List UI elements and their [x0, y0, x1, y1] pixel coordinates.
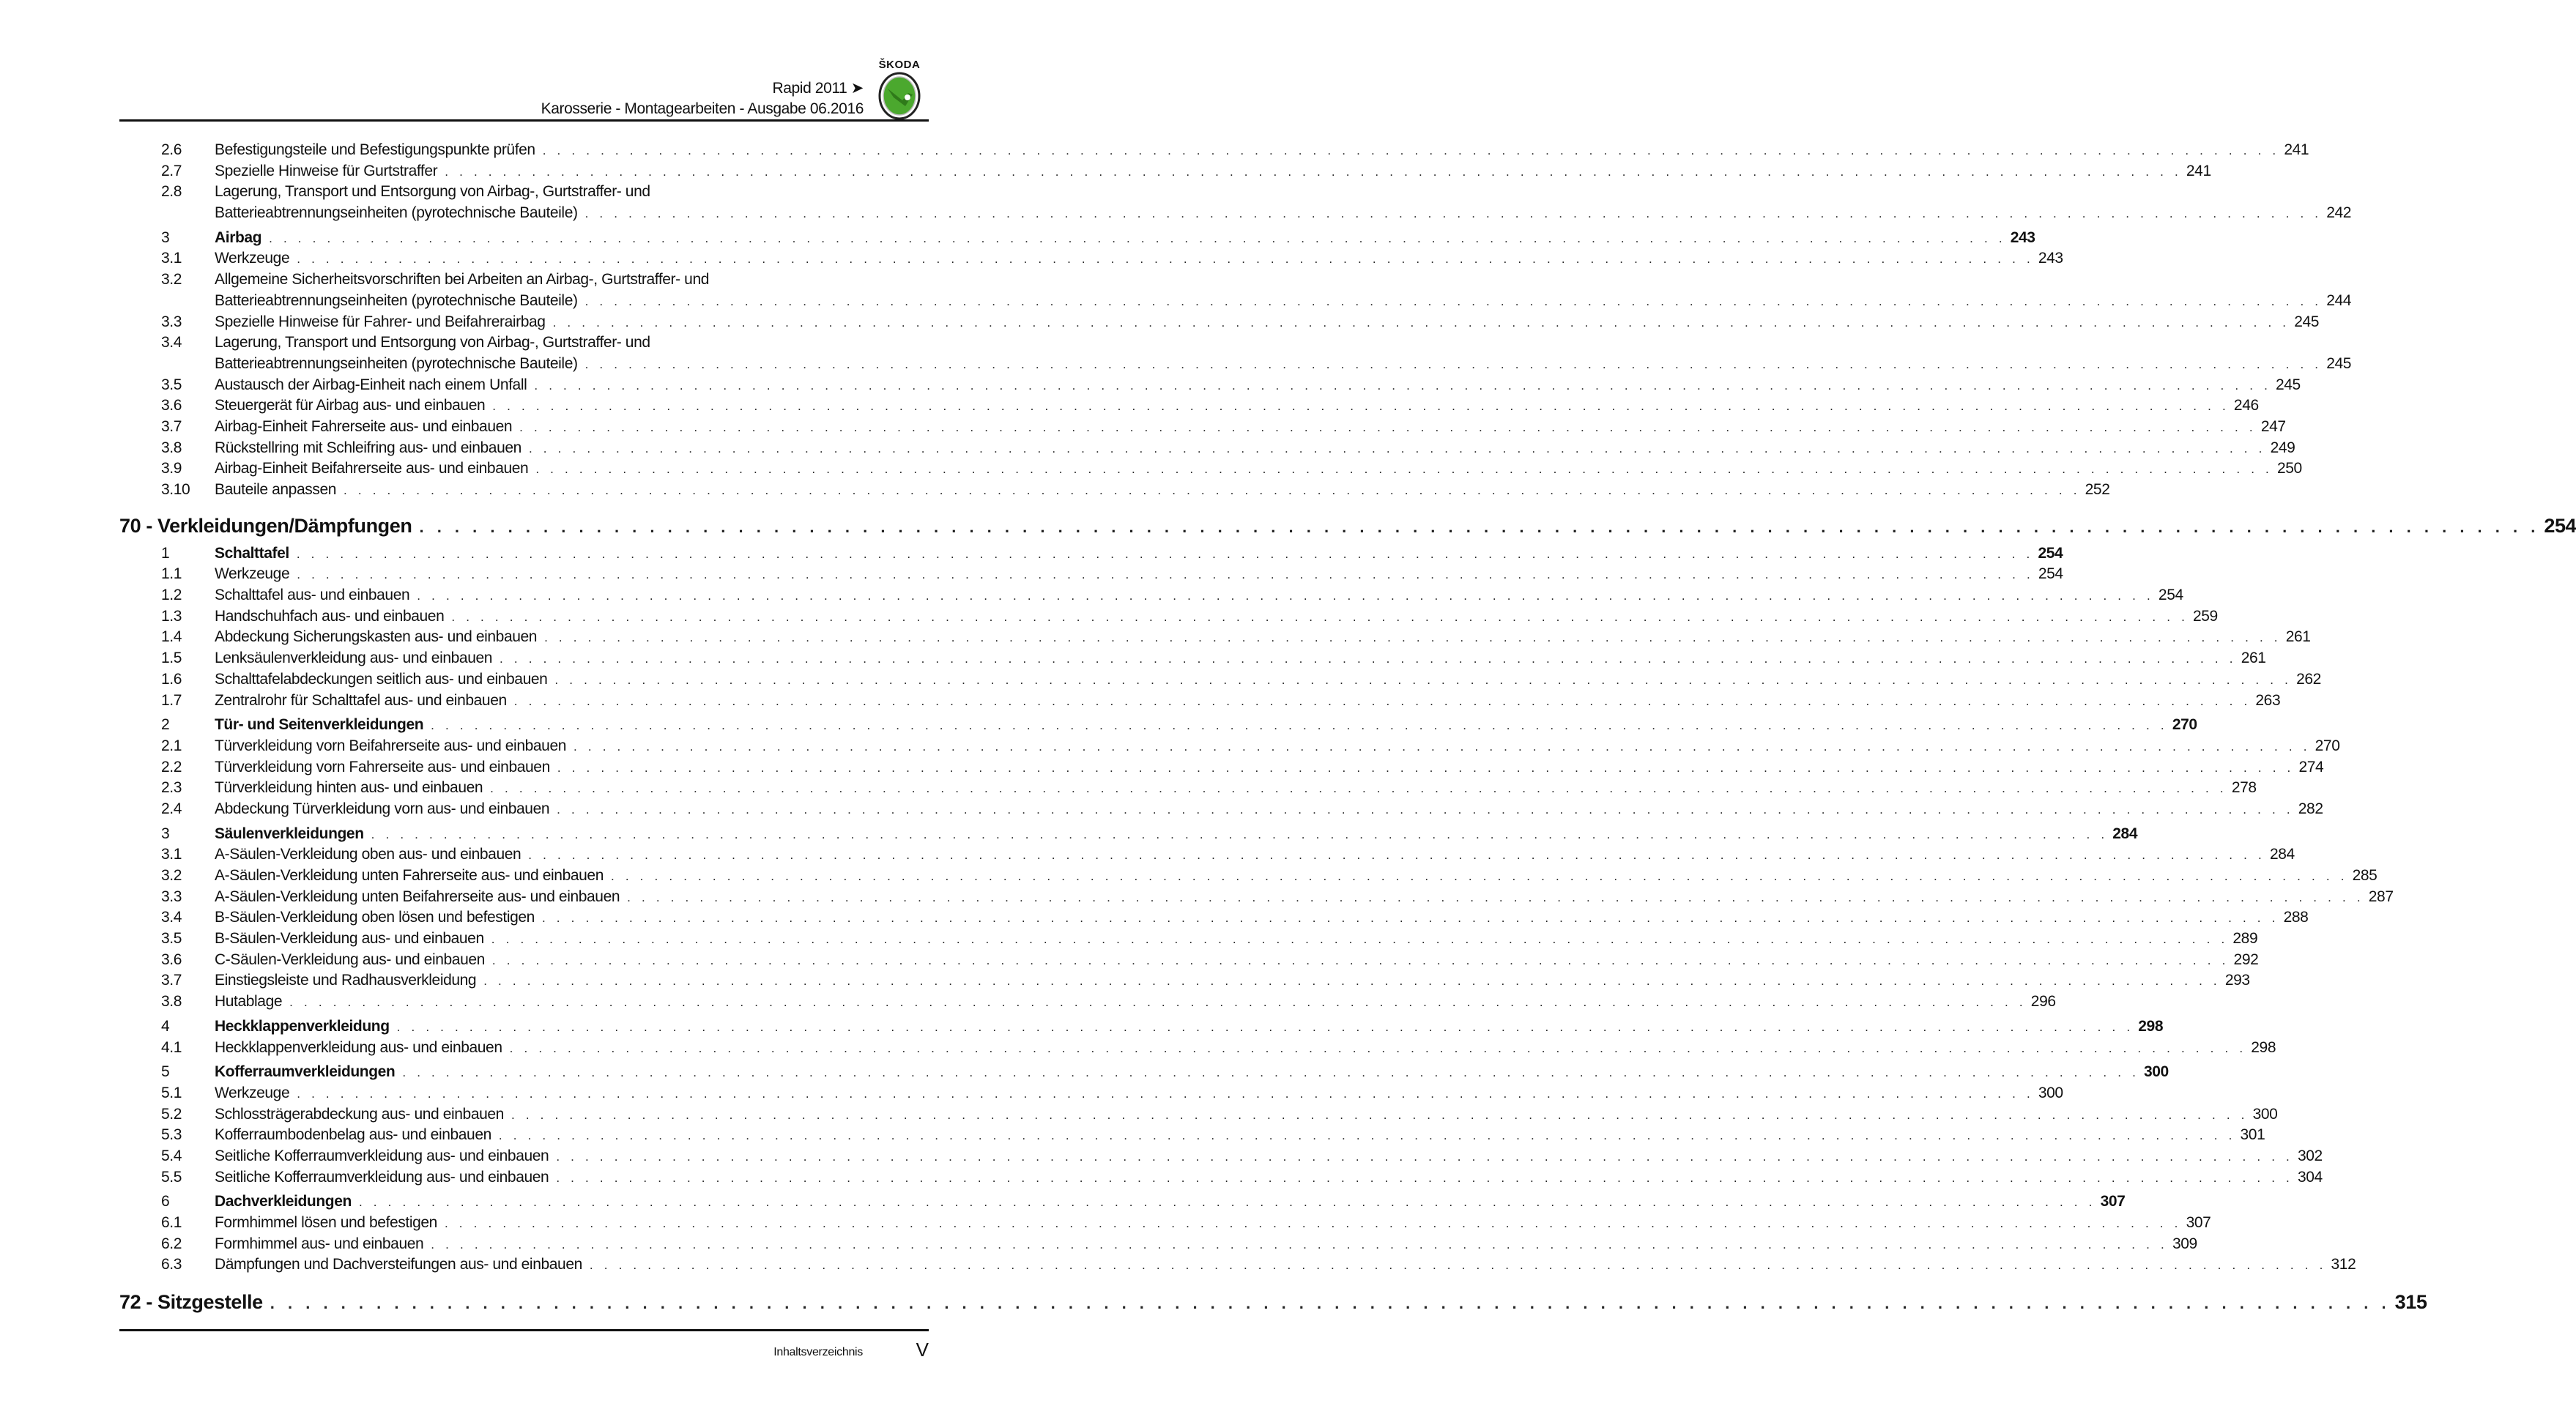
entry-page: 244	[2326, 291, 2352, 309]
entry-page: 285	[2352, 867, 2378, 884]
entry-number: 3.7	[161, 417, 182, 435]
toc-entry-sub[interactable]	[119, 1105, 2278, 1127]
entry-number: 2.1	[161, 737, 182, 754]
entry-page: 293	[2224, 972, 2250, 989]
entry-number: 2.6	[161, 141, 182, 158]
entry-number: 4	[161, 1017, 170, 1035]
entry-number: 3.8	[161, 439, 182, 456]
entry-page: 307	[2186, 1214, 2211, 1231]
entry-page: 300	[2038, 1084, 2063, 1101]
entry-page: 254	[2038, 544, 2063, 562]
entry-title: Türverkleidung hinten aus- und einbauen	[215, 779, 483, 797]
entry-title: Einstiegsleiste und Radhausverkleidung	[215, 972, 477, 989]
dot-leader: . . . . . . . . . . . . . . . . . . . . . . . . . . . . . . . . . . . . . . . . . . . . . . . . . . . . . . . . . . . . . . . . . . . . . . . . . . . . . . . . . . . . . . . . . . . . . . . . . . . . . . . . . . . . . . . . . . . . . . . .	[627, 890, 2364, 904]
toc-entry-section[interactable]	[119, 716, 2197, 737]
entry-title: Allgemeine Sicherheitsvorschriften bei Arbeiten an Airbag-, Gurtstraffer- und	[215, 271, 710, 289]
dot-leader: . . . . . . . . . . . . . . . . . . . . . . . . . . . . . . . . . . . . . . . . . . . . . . . . . . . . . . . . . . . . . . . . . . . . . . . . . . . . . . . . . . . . . . . . . . . . . . . . . . . . . . . . . . . . . . . . . . . . . . . .	[451, 609, 2189, 624]
toc-entry-sub[interactable]	[119, 607, 2218, 629]
entry-page: 289	[2232, 930, 2258, 948]
dot-leader: . . . . . . . . . . . . . . . . . . . . . . . . . . . . . . . . . . . . . . . . . . . . . . . . . . . . . . . . . . . . . . . . . . . . . . . . . . . . . . . . . . . . . . . . . . . . . . . . . . . . . . . . . . . . . . . . . . . . . . . .	[445, 164, 2182, 179]
toc-entry-sub[interactable]	[119, 650, 2266, 671]
dot-leader: . . . . . . . . . . . . . . . . . . . . . . . . . . . . . . . . . . . . . . . . . . . . . . . . . . . . . . . . . . . . . . . . . . . . . . . . . . . . . . . . . . . . . . . . . . . . . . . . . . . . . . . . . . . . . . . . . . . . . . . .	[491, 953, 2230, 967]
entry-title: Tür- und Seitenverkleidungen	[215, 716, 424, 734]
entry-page: 254	[2158, 587, 2183, 604]
header-model	[772, 79, 864, 97]
entry-page: 298	[2138, 1017, 2164, 1035]
toc-entry-sub[interactable]	[119, 141, 2309, 163]
toc-entry-sub[interactable]	[119, 1084, 2063, 1106]
toc-entry-sub[interactable]	[119, 800, 2323, 822]
toc-entry-sub[interactable]	[119, 1168, 2323, 1190]
toc-entry-sub[interactable]	[119, 1256, 2356, 1277]
entry-page: 270	[2172, 716, 2197, 734]
entry-title: Säulenverkleidungen	[215, 825, 364, 842]
footer-divider	[119, 1329, 929, 1331]
entry-number: 3.9	[161, 460, 182, 477]
entry-page: 241	[2284, 141, 2309, 158]
toc-entry-sub[interactable]	[119, 691, 2281, 713]
toc-entry-section[interactable]	[119, 1017, 2164, 1039]
entry-title: Schalttafel aus- und einbauen	[215, 587, 410, 604]
entry-title: Lenksäulenverkleidung aus- und einbauen	[215, 650, 493, 667]
entry-title: Austausch der Airbag-Einheit nach einem Unfall	[215, 376, 527, 393]
toc-entry-sub[interactable]	[119, 779, 2257, 800]
entry-title: Rückstellring mit Schleifring aus- und einbauen	[215, 439, 521, 456]
entry-title: Formhimmel aus- und einbauen	[215, 1235, 424, 1252]
footer-page-number: V	[916, 1339, 929, 1361]
toc-entry-sub[interactable]	[119, 951, 2259, 972]
entry-number: 3.6	[161, 951, 182, 968]
entry-page: 270	[2315, 737, 2340, 754]
skoda-logo	[872, 59, 927, 123]
dot-leader: . . . . . . . . . . . . . . . . . . . . . . . . . . . . . . . . . . . . . . . . . . . . . . . . . . . . . . . . . . . . . . . . . . . . . . . . . . . . . . . . . . . . . . . . . . . . . . . . . . . . . . . . . . . . . . . . . . . . . . . .	[511, 1107, 2249, 1122]
dot-leader: . . . . . . . . . . . . . . . . . . . . . . . . . . . . . . . . . . . . . . . . . . . . . . . . . . . . . . . . . . . . . . . . . . . . . . . . . . . . . . . . . . . . . . . . . . . . . . . . . . . . . . . . . . . . . . . . . . . . . . . .	[402, 1065, 2139, 1080]
dot-leader: . . . . . . . . . . . . . . . . . . . . . . . . . . . . . . . . . . . . . . . . . . . . . . . . . . . . . . . . . . . . . . . . . . . . . . . . . . . . . . . . . . . . . . . . . . . . . . . . . . . . . . . . . . . . . . . . . . . . . . . .	[552, 315, 2290, 330]
entry-number: 1.2	[161, 587, 182, 604]
entry-page: 312	[2331, 1256, 2356, 1273]
entry-number: 5	[161, 1063, 170, 1081]
entry-page: 278	[2231, 779, 2257, 797]
entry-title: Dachverkleidungen	[215, 1193, 352, 1210]
entry-page: 274	[2298, 758, 2324, 775]
entry-title: Schalttafelabdeckungen seitlich aus- und einbauen	[215, 670, 548, 688]
toc-entry[interactable]	[119, 334, 929, 355]
entry-title: Werkzeuge	[215, 565, 290, 583]
entry-title: B-Säulen-Verkleidung aus- und einbauen	[215, 930, 484, 948]
toc-entry-sub[interactable]	[119, 670, 2321, 692]
toc-entry-sub[interactable]	[119, 397, 2259, 418]
entry-title: Formhimmel lösen und befestigen	[215, 1214, 437, 1231]
dot-leader: . . . . . . . . . . . . . . . . . . . . . . . . . . . . . . . . . . . . . . . . . . . . . . . . . . . . . . . . . . . . . . . . . . . . . . . . . . . . . . . . . . . . . . . . . . . . . . . . . . . . . . . . . . . . . . . . . . . . . . . .	[358, 1195, 2096, 1210]
toc-entry-sub[interactable]	[119, 888, 2394, 910]
entry-title: Befestigungsteile und Befestigungspunkte prüfen	[215, 141, 535, 158]
toc-entry-sub[interactable]	[119, 1147, 2323, 1169]
toc-entry-sub[interactable]	[119, 993, 2056, 1014]
entry-title: Spezielle Hinweise für Gurtstraffer	[215, 162, 438, 179]
entry-title: Abdeckung Türverkleidung vorn aus- und einbauen	[215, 800, 550, 817]
entry-number: 3.5	[161, 930, 182, 948]
entry-title: Handschuhfach aus- und einbauen	[215, 607, 445, 625]
entry-number: 1.1	[161, 565, 182, 583]
toc-entry[interactable]	[119, 183, 929, 204]
dot-leader: . . . . . . . . . . . . . . . . . . . . . . . . . . . . . . . . . . . . . . . . . . . . . . . . . . . . . . . . . . . . . . . . . . . . . . . . . . . . . . . . . . . . . . . . . . . . . . . . . . . . . . . . . . . . . . . . . . . . . . . .	[417, 589, 2154, 603]
dot-leader: . . . . . . . . . . . . . . . . . . . . . . . . . . . . . . . . . . . . . . . . . . . . . . . . . . . . . . . . . . . . . . . . . . . . . . . . . . . . . . . . . . . . . . . . . . . . . . . . . . . . . . . . . . . . . . . . . . . . . . . .	[557, 760, 2295, 775]
toc-entry-sub[interactable]	[119, 162, 2211, 184]
arrow-icon: ➤	[850, 80, 864, 97]
dot-leader: . . . . . . . . . . . . . . . . . . . . . . . . . . . . . . . . . . . . . . . . . . . . . . . . . . . . . . . . . . . . . . . . . . . . . . . . . . . . . . . . . . . . . . . . . . . . . . . . . . . . . . . . . . . . . . . . . . . . . . . .	[589, 1258, 2327, 1273]
entry-title: Werkzeuge	[215, 1084, 290, 1101]
entry-number: 3.3	[161, 888, 182, 905]
dot-leader: . . . . . . . . . . . . . . . . . . . . . . . . . . . . . . . . . . . . . . . . . . . . . . . . . . . . . . . . . . . . . . . . . . . . . . . . . . . . . . . . . . . . . . . . . . . . . . . . . . . . . . . . . . . . . . . . . . . . . . . .	[584, 357, 2323, 371]
dot-leader: . . . . . . . . . . . . . . . . . . . . . . . . . . . . . . . . . . . . . . . . . . . . . . . . . . . . . . . . . . . . . . . . . . . . . . . . . . . . . . . . . . . . . . . . . . . . . . . . . . . . . . . . . . . . . . . . . . . . . . . .	[535, 462, 2273, 477]
dot-leader: . . . . . . . . . . . . . . . . . . . . . . . . . . . . . . . . . . . . . . . . . . . . . . . . . . . . . . . . . . . . . . . . . . . . . . . . . . . . . . . . . . . . . . . . . . . . . . . . . . . . . . . . . . . . . . . . . . . . . . . .	[444, 1216, 2182, 1230]
entry-page: 284	[2269, 846, 2295, 863]
dot-leader: . . . . . . . . . . . . . . . . . . . . . . . . . . . . . . . . . . . . . . . . . . . . . . . . . . . . . . . . . . . . . . . . . . . . . . . . . . . . . . . . . . . . . . . . . . . . . . . . . . . . . . . . . . . . . . . . . . . . . . . .	[528, 441, 2266, 455]
entry-title: C-Säulen-Verkleidung aus- und einbauen	[215, 951, 485, 968]
entry-number: 3	[161, 228, 170, 246]
toc-entry-section[interactable]	[119, 228, 2035, 250]
dot-leader: . . . . . . . . . . . . . . . . . . . . . . . . . . . . . . . . . . . . . . . . . . . . . . . . . . . . . . . . . . . . . . . . . . . . . . . . . . . . . . . . . . . . . . . . . . . . . . . . . . . . . . . . . . . . . . . . . . . . . . . .	[431, 718, 2168, 733]
entry-page: 245	[2294, 313, 2320, 330]
entry-title: Kofferraumverkleidungen	[215, 1063, 396, 1081]
entry-number: 1.5	[161, 650, 182, 667]
entry-title: Lagerung, Transport und Entsorgung von Airbag-, Gurtstraffer- und	[215, 334, 650, 352]
entry-number: 5.2	[161, 1105, 182, 1123]
entry-number: 3.3	[161, 313, 182, 330]
entry-title: Spezielle Hinweise für Fahrer- und Beifahrerairbag	[215, 313, 546, 330]
dot-leader: . . . . . . . . . . . . . . . . . . . . . . . . . . . . . . . . . . . . . . . . . . . . . . . . . . . . . . . . . . . . . . . . . . . . . . . . . . . . . . . . . . . . . . . . . . . . . . . . . . . . . . . . . . . . . . . . . . . . . . . .	[371, 827, 2109, 841]
toc-entry-sub[interactable]	[119, 737, 2340, 759]
entry-title: Türverkleidung vorn Fahrerseite aus- und einbauen	[215, 758, 550, 775]
toc-entry-sub[interactable]	[119, 867, 2378, 888]
entry-title: A-Säulen-Verkleidung oben aus- und einbauen	[215, 846, 521, 863]
dot-leader: . . . . . . . . . . . . . . . . . . . . . . . . . . . . . . . . . . . . . . . . . . . . . . . . . . . . . . . . . . . . . . . . . . . . . . . . . . . . . . . . . . . . . . . . . . . . . . . . . . . . . . . . . . . . . . . . . . . . . . . .	[491, 932, 2229, 947]
entry-number: 1.6	[161, 670, 182, 688]
header-subtitle: Karosserie - Montagearbeiten - Ausgabe 06.2016	[541, 100, 864, 117]
table-of-contents	[119, 141, 2576, 1321]
entry-number: 3.7	[161, 972, 182, 989]
toc-entry-sub[interactable]	[119, 909, 2309, 930]
entry-number: 1	[161, 544, 170, 562]
dot-leader: . . . . . . . . . . . . . . . . . . . . . . . . . . . . . . . . . . . . . . . . . . . . . . . . . . . . . . . . . . . . . . . . . . . . . . . . . . . . . . . . . . . . . . . . . . . . . . . . . . . . . . . . . . . . . . . . . . . . . . . .	[554, 672, 2293, 687]
entry-page: 284	[2112, 825, 2138, 842]
dot-leader: . . . . . . . . . . . . . . . . . . . . . . . . . . . . . . . . . . . . . . . . . . . . . . . . . . . . . . . . . . . . . . . . . . . . . . . . . . . . . . . . . . . . . . . . . . . . . . . . . . . . . . . . . . . . . . . . . . . . . . . .	[556, 1170, 2293, 1185]
entry-title: Seitliche Kofferraumverkleidung aus- und einbauen	[215, 1168, 549, 1186]
entry-number: 3.4	[161, 909, 182, 926]
toc-entry-chapter[interactable]	[119, 1289, 2427, 1317]
toc-entry-sub[interactable]	[119, 565, 2063, 587]
dot-leader: . . . . . . . . . . . . . . . . . . . . . . . . . . . . . . . . . . . . . . . . . . . . . . . . . . . . . . . . . . . . . . . . . . . . . . . . . . . . . . . . . . . . . . . . . . . . . . . . . . . . . . . . . . . . . . . . . . . . . . . .	[556, 1149, 2293, 1164]
entry-title: A-Säulen-Verkleidung unten Fahrerseite aus- und einbauen	[215, 867, 604, 884]
entry-title: Kofferraumbodenbelag aus- und einbauen	[215, 1126, 491, 1144]
dot-leader: . . . . . . . . . . . . . . . . . . . . . . . . . . . . . . . . . . . . . . . . . . . . . . . . . . . . . . . . . . . . . . . . . . . . . . . . . . . . . . . . . . . . . . . . . . . . . . . . . . . . . . . . . . . . . . . . . . . . . . . .	[534, 378, 2271, 393]
dot-leader: . . . . . . . . . . . . . . . . . . . . . . . . . . . . . . . . . . . . . . . . . . . . . . . . . . . . . . . . . . . . . . . . . . . . . . . . . . . . . . . . . . . . . . . . . . . . . . . . . . . . . . . . . . . . . . . . . . . . . . . .	[297, 1086, 2034, 1101]
dot-leader: . . . . . . . . . . . . . . . . . . . . . . . . . . . . . . . . . . . . . . . . . . . . . . . . . . . . . . . . . . . . . . . . . . . . . . . . . . . . . . . . . . . . . . . . . . . . . . . . . . . . . . . . . . . . . . . . . . . . . . . .	[269, 231, 2006, 245]
entry-title: Werkzeuge	[215, 250, 290, 267]
dot-leader: . . . . . . . . . . . . . . . . . . . . . . . . . . . . . . . . . . . . . . . . . . . . . . . . . . . . . . . . . . . . . . . . . . . . . . . . . . . . . . . . . . . . . . . . . . . . . . . . . . . . . . . . . . . . . . . . . . . . . . . .	[492, 399, 2230, 414]
dot-leader: . . . . . . . . . . . . . . . . . . . . . . . . . . . . . . . . . . . . . . . . . . . . . . . . . . . . . . . . . . . . . . . . . . . . . . . . . . . . . . . . . . . . . . . . . . . . . . . . . . . . . . . . . . . . . . . . . . . . . . . .	[509, 1041, 2247, 1055]
footer-label: Inhaltsverzeichnis	[773, 1346, 863, 1358]
entry-title: Airbag-Einheit Fahrerseite aus- und einbauen	[215, 417, 513, 435]
entry-page: 304	[2297, 1168, 2323, 1186]
entry-title: A-Säulen-Verkleidung unten Beifahrerseite aus- und einbauen	[215, 888, 620, 905]
entry-page: 245	[2326, 354, 2352, 372]
dot-leader: . . . . . . . . . . . . . . . . . . . . . . . . . . . . . . . . . . . . . . . . . . . . . . . . . . . . . . . . . . . . . . . . . . . . . . . . . . . . . . . . . . . . . . . . . . . . . . . . . . . . . . . . . . . . . . . . . . . . . . . .	[574, 739, 2311, 754]
entry-page: 287	[2368, 888, 2394, 905]
dot-leader: . . . . . . . . . . . . . . . . . . . . . . . . . . . . . . . . . . . . . . . . . . . . . . . . . . . . . . . . . . . . . . . . . . . . . . . . . . . . . . . . . . . . . . . . . . . . . . . . . . . . . . . . . . . . . . . . . . . . . . . .	[296, 546, 2034, 561]
entry-number: 5.5	[161, 1168, 182, 1186]
dot-leader: . . . . . . . . . . . . . . . . . . . . . . . . . . . . . . . . . . . . . . . . . . . . . . . . . . . . . . . . . . . . . . . . . . . . . . . . . . . . . . . . . . . . . . . . . . . . . . . . . . . . . . . . . . . . . . . . . . . . . . . .	[498, 1128, 2236, 1143]
entry-title: Bauteile anpassen	[215, 481, 336, 498]
entry-page: 262	[2296, 670, 2321, 688]
entry-page: 296	[2030, 993, 2056, 1011]
entry-number: 3.4	[161, 334, 182, 352]
entry-title: 70 - Verkleidungen/Dämpfungen	[119, 514, 412, 537]
entry-page: 301	[2240, 1126, 2265, 1144]
entry-page: 263	[2255, 691, 2281, 709]
toc-entry-sub[interactable]	[119, 587, 2183, 608]
entry-number: 2.4	[161, 800, 182, 817]
entry-number: 1.4	[161, 628, 182, 646]
toc-entry[interactable]	[119, 271, 929, 292]
dot-leader: . . . . . . . . . . . . . . . . . . . . . . . . . . . . . . . . . . . . . . . . . . . . . . . . . . . . . . . . . . . . . . . . . . . . . . . . . . . . . . . . . . . . . . . . . . . . . . . . . . . . . . . . . . . . . . . . . . . . . . . .	[542, 144, 2280, 157]
toc-entry-section[interactable]	[119, 1193, 2126, 1214]
entry-number: 3.2	[161, 867, 182, 884]
entry-page: 288	[2283, 909, 2309, 926]
toc-entry-continuation[interactable]	[119, 204, 2352, 226]
dot-leader: . . . . . . . . . . . . . . . . . . . . . . . . . . . . . . . . . . . . . . . . . . . . . . . . . . . . . . . . . . . . . . . . . . . . . . . . . . . . . . . . . . . . . . . . . . . . . . . . . . . . . . . . . . . . . . . . . . . . . . . .	[490, 781, 2227, 796]
toc-entry-chapter[interactable]	[119, 513, 2576, 540]
toc-entry-continuation[interactable]	[119, 354, 2352, 376]
entry-number: 3.5	[161, 376, 182, 393]
dot-leader: . . . . . . . . . . . . . . . . . . . . . . . . . . . . . . . . . . . . . . . . . . . . . . . . . . . . . . . . . . . . . . . . . . . . . . . . . . . . . . . . . . . . . . . . . . . . . . . . . . . . . . . . . . . . . . . . . . . . . . . .	[584, 294, 2323, 308]
entry-number: 4.1	[161, 1038, 182, 1056]
toc-entry-sub[interactable]	[119, 376, 2301, 398]
toc-entry-sub[interactable]	[119, 250, 2063, 271]
toc-entry-sub[interactable]	[119, 1038, 2276, 1060]
entry-page: 247	[2260, 417, 2286, 435]
toc-entry-sub[interactable]	[119, 460, 2302, 481]
entry-page: 241	[2186, 162, 2211, 179]
entry-title: Airbag	[215, 228, 262, 246]
entry-title: Abdeckung Sicherungskasten aus- und einbauen	[215, 628, 538, 646]
entry-title: Heckklappenverkleidung aus- und einbauen	[215, 1038, 502, 1056]
entry-page: 254	[2038, 565, 2063, 583]
entry-title: Batterieabtrennungseinheiten (pyrotechnische Bauteile)	[215, 354, 578, 372]
dot-leader: . . . . . . . . . . . . . . . . . . . . . . . . . . . . . . . . . . . . . . . . . . . . . . . . . . . . . . . . . . . . . . . . . . . . . . . . . . . . . . . . . . . . . . . . . . . . . . . . . . . . . . . . . . . . . . . . . . . . . . . .	[584, 207, 2323, 221]
entry-number: 2	[161, 716, 170, 734]
dot-leader: . . . . . . . . . . . . . . . . . . . . . . . . . . . . . . . . . . . . . . . . . . . . . . . . . . . . . . . . . . . . . . . . . . . . . . . . . . . . . . . . . . . . . . . . . . . . . . . . . . . . . . . . . . . . . . . . . . . . . . . .	[297, 568, 2034, 582]
entry-title: Batterieabtrennungseinheiten (pyrotechnische Bauteile)	[215, 204, 578, 222]
entry-title: Batterieabtrennungseinheiten (pyrotechnische Bauteile)	[215, 291, 578, 309]
entry-number: 6	[161, 1193, 170, 1210]
header-divider	[119, 119, 929, 122]
entry-number: 5.1	[161, 1084, 182, 1101]
entry-page: 254	[2544, 514, 2576, 537]
dot-leader: . . . . . . . . . . . . . . . . . . . . . . . . . . . . . . . . . . . . . . . . . . . . . . . . . . . . . . . . . . . . . . . . . . . . . . . . . . . . . . . . . . . . . . . . . . . . . . . . . . . . . . . . . . . . . . . . . . . . . . . .	[500, 652, 2237, 666]
entry-number: 3.1	[161, 846, 182, 863]
dot-leader: . . . . . . . . . . . . . . . . . . . . . . . . . . . . . . . . . . . . . . . . . . . . . . . . . . . . . . . . . . . . . . . . . . . . . . . . . . . . . . . . . . . . . . . . . . . . . . . . . . . . . . . . . . . . . . . . . . . . . . . .	[610, 869, 2348, 883]
entry-number: 6.2	[161, 1235, 182, 1252]
entry-number: 5.3	[161, 1126, 182, 1144]
entry-page: 243	[2038, 250, 2063, 267]
toc-entry-sub[interactable]	[119, 1214, 2211, 1235]
entry-title: Heckklappenverkleidung	[215, 1017, 390, 1035]
toc-entry-sub[interactable]	[119, 313, 2320, 335]
entry-page: 292	[2233, 951, 2259, 968]
toc-entry-sub[interactable]	[119, 758, 2324, 780]
toc-entry-section[interactable]	[119, 1063, 2169, 1085]
dot-leader: . . . . . . . . . . . . . . . . . . . . . . . . . . . . . . . . . . . . . . . . . . . . . . . . . . . . . . . . . . . . . . . . . . . . . . . . . . . . . . . . . . . . . . . . . . . . . . . . . . . . . . . . . . . . . . . . . . . . . . . .	[289, 995, 2027, 1010]
entry-number: 2.8	[161, 183, 182, 201]
entry-page: 307	[2100, 1193, 2126, 1210]
entry-page: 249	[2270, 439, 2295, 456]
entry-number: 5.4	[161, 1147, 182, 1164]
entry-page: 300	[2252, 1105, 2278, 1123]
entry-number: 1.7	[161, 691, 182, 709]
toc-entry-sub[interactable]	[119, 628, 2311, 650]
entry-title: Steuergerät für Airbag aus- und einbauen	[215, 397, 486, 414]
dot-leader: . . . . . . . . . . . . . . . . . . . . . . . . . . . . . . . . . . . . . . . . . . . . . . . . . . . . . . . . . . . . . . . . . . . . . . . . . . . . . . . . . . . . . . . . . . . . . . . . . . . . . . . . . . . . . . . . . . . . . . . .	[270, 1294, 2391, 1313]
entry-page: 302	[2297, 1147, 2323, 1164]
entry-number: 3.1	[161, 250, 182, 267]
dot-leader: . . . . . . . . . . . . . . . . . . . . . . . . . . . . . . . . . . . . . . . . . . . . . . . . . . . . . . . . . . . . . . . . . . . . . . . . . . . . . . . . . . . . . . . . . . . . . . . . . . . . . . . . . . . . . . . . . . . . . . . .	[513, 693, 2252, 708]
entry-number: 2.2	[161, 758, 182, 775]
toc-entry-sub[interactable]	[119, 972, 2250, 993]
dot-leader: . . . . . . . . . . . . . . . . . . . . . . . . . . . . . . . . . . . . . . . . . . . . . . . . . . . . . . . . . . . . . . . . . . . . . . . . . . . . . . . . . . . . . . . . . . . . . . . . . . . . . . . . . . . . . . . . . . . . . . . .	[396, 1019, 2134, 1034]
entry-page: 261	[2285, 628, 2311, 646]
entry-page: 298	[2251, 1038, 2276, 1056]
dot-leader: . . . . . . . . . . . . . . . . . . . . . . . . . . . . . . . . . . . . . . . . . . . . . . . . . . . . . . . . . . . . . . . . . . . . . . . . . . . . . . . . . . . . . . . . . . . . . . . . . . . . . . . . . . . . . . . . . . . . . . . .	[419, 517, 2540, 536]
toc-entry-sub[interactable]	[119, 930, 2258, 951]
entry-page: 243	[2010, 228, 2035, 246]
entry-page: 309	[2172, 1235, 2197, 1252]
entry-number: 1.3	[161, 607, 182, 625]
toc-entry-sub[interactable]	[119, 481, 2110, 502]
entry-title: Dämpfungen und Dachversteifungen aus- und einbauen	[215, 1256, 582, 1273]
entry-number: 3.6	[161, 397, 182, 414]
entry-title: Hutablage	[215, 993, 283, 1011]
entry-page: 261	[2241, 650, 2266, 667]
entry-title: Lagerung, Transport und Entsorgung von Airbag-, Gurtstraffer- und	[215, 183, 650, 201]
entry-page: 259	[2193, 607, 2218, 625]
dot-leader: . . . . . . . . . . . . . . . . . . . . . . . . . . . . . . . . . . . . . . . . . . . . . . . . . . . . . . . . . . . . . . . . . . . . . . . . . . . . . . . . . . . . . . . . . . . . . . . . . . . . . . . . . . . . . . . . . . . . . . . .	[297, 252, 2034, 267]
skoda-emblem-icon	[872, 71, 927, 119]
entry-number: 3.10	[161, 481, 190, 498]
dot-leader: . . . . . . . . . . . . . . . . . . . . . . . . . . . . . . . . . . . . . . . . . . . . . . . . . . . . . . . . . . . . . . . . . . . . . . . . . . . . . . . . . . . . . . . . . . . . . . . . . . . . . . . . . . . . . . . . . . . . . . . .	[519, 420, 2257, 434]
dot-leader: . . . . . . . . . . . . . . . . . . . . . . . . . . . . . . . . . . . . . . . . . . . . . . . . . . . . . . . . . . . . . . . . . . . . . . . . . . . . . . . . . . . . . . . . . . . . . . . . . . . . . . . . . . . . . . . . . . . . . . . .	[557, 802, 2294, 817]
entry-title: Türverkleidung vorn Beifahrerseite aus- und einbauen	[215, 737, 567, 754]
entry-page: 250	[2276, 460, 2302, 477]
entry-page: 315	[2394, 1291, 2427, 1314]
toc-entry-sub[interactable]	[119, 846, 2295, 867]
entry-title: Schlossträgerabdeckung aus- und einbauen	[215, 1105, 504, 1123]
entry-title: Seitliche Kofferraumverkleidung aus- und einbauen	[215, 1147, 549, 1164]
entry-title: Zentralrohr für Schalttafel aus- und einbauen	[215, 691, 507, 709]
brand-name: ŠKODA	[878, 59, 921, 71]
dot-leader: . . . . . . . . . . . . . . . . . . . . . . . . . . . . . . . . . . . . . . . . . . . . . . . . . . . . . . . . . . . . . . . . . . . . . . . . . . . . . . . . . . . . . . . . . . . . . . . . . . . . . . . . . . . . . . . . . . . . . . . .	[344, 483, 2081, 497]
entry-title: B-Säulen-Verkleidung oben lösen und befestigen	[215, 909, 535, 926]
entry-page: 242	[2326, 204, 2352, 222]
toc-entry-section[interactable]	[119, 825, 2138, 847]
toc-entry-sub[interactable]	[119, 1235, 2197, 1257]
toc-entry-sub[interactable]	[119, 439, 2295, 461]
entry-number: 6.1	[161, 1214, 182, 1231]
toc-entry-sub[interactable]	[119, 417, 2286, 439]
dot-leader: . . . . . . . . . . . . . . . . . . . . . . . . . . . . . . . . . . . . . . . . . . . . . . . . . . . . . . . . . . . . . . . . . . . . . . . . . . . . . . . . . . . . . . . . . . . . . . . . . . . . . . . . . . . . . . . . . . . . . . . .	[431, 1237, 2168, 1251]
entry-number: 6.3	[161, 1256, 182, 1273]
entry-number: 3.2	[161, 271, 182, 289]
entry-page: 245	[2276, 376, 2301, 393]
entry-number: 2.7	[161, 162, 182, 179]
entry-number: 3.8	[161, 993, 182, 1011]
entry-title: Schalttafel	[215, 544, 289, 562]
entry-number: 2.3	[161, 779, 182, 797]
entry-page: 246	[2233, 397, 2259, 414]
entry-page: 300	[2144, 1063, 2169, 1081]
entry-page: 252	[2085, 481, 2110, 498]
dot-leader: . . . . . . . . . . . . . . . . . . . . . . . . . . . . . . . . . . . . . . . . . . . . . . . . . . . . . . . . . . . . . . . . . . . . . . . . . . . . . . . . . . . . . . . . . . . . . . . . . . . . . . . . . . . . . . . . . . . . . . . .	[544, 631, 2282, 645]
entry-number: 3	[161, 825, 170, 842]
entry-title: Airbag-Einheit Beifahrerseite aus- und einbauen	[215, 460, 529, 477]
dot-leader: . . . . . . . . . . . . . . . . . . . . . . . . . . . . . . . . . . . . . . . . . . . . . . . . . . . . . . . . . . . . . . . . . . . . . . . . . . . . . . . . . . . . . . . . . . . . . . . . . . . . . . . . . . . . . . . . . . . . . . . .	[483, 974, 2221, 989]
entry-page: 282	[2298, 800, 2323, 817]
entry-title: 72 - Sitzgestelle	[119, 1291, 263, 1314]
toc-entry-section[interactable]	[119, 544, 2063, 566]
toc-entry-continuation[interactable]	[119, 291, 2352, 313]
dot-leader: . . . . . . . . . . . . . . . . . . . . . . . . . . . . . . . . . . . . . . . . . . . . . . . . . . . . . . . . . . . . . . . . . . . . . . . . . . . . . . . . . . . . . . . . . . . . . . . . . . . . . . . . . . . . . . . . . . . . . . . .	[541, 911, 2279, 926]
toc-entry-sub[interactable]	[119, 1126, 2265, 1148]
dot-leader: . . . . . . . . . . . . . . . . . . . . . . . . . . . . . . . . . . . . . . . . . . . . . . . . . . . . . . . . . . . . . . . . . . . . . . . . . . . . . . . . . . . . . . . . . . . . . . . . . . . . . . . . . . . . . . . . . . . . . . . .	[528, 848, 2265, 863]
model-label: Rapid 2011	[772, 80, 847, 97]
